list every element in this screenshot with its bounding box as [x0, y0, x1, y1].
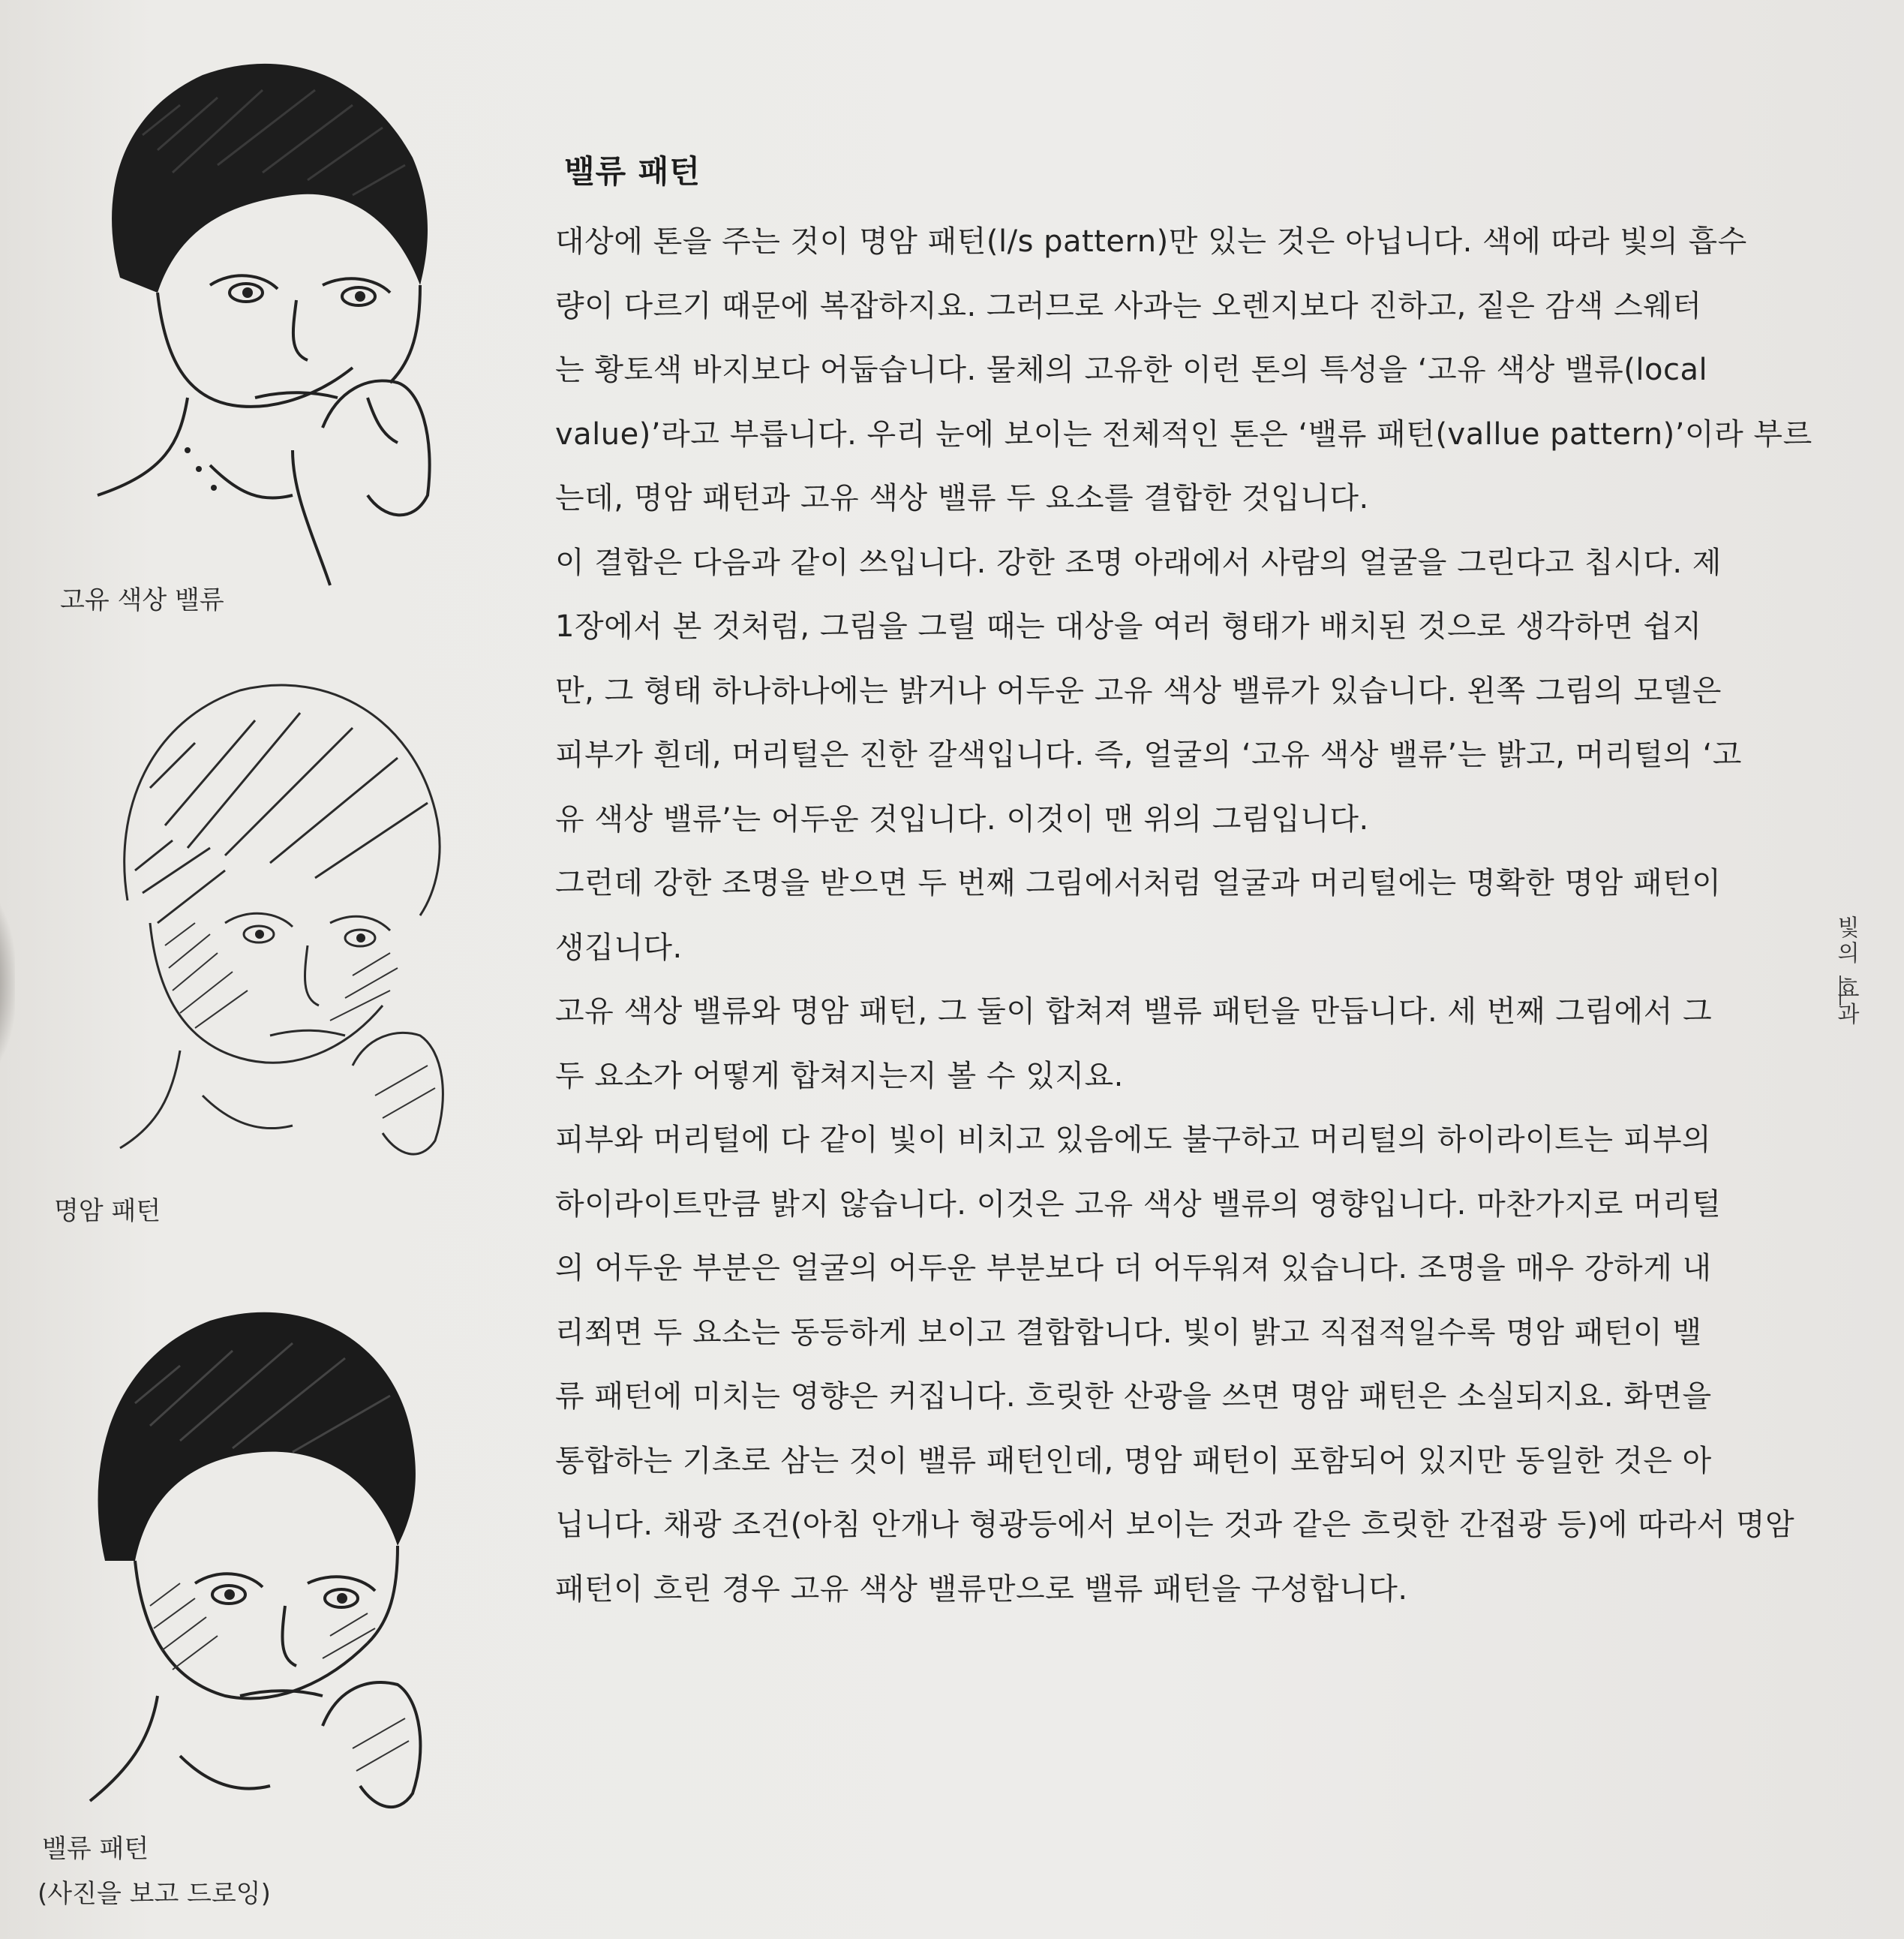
text-line: 그런데 강한 조명을 받으면 두 번째 그림에서처럼 얼굴과 머리털에는 명확한 명암 패턴이 [555, 866, 1722, 900]
text-line: 피부와 머리털에 다 같이 빛이 비치고 있음에도 불구하고 머리털의 하이라이트는 피부의 [555, 1123, 1712, 1157]
text-line: 류 패턴에 미치는 영향은 커집니다. 흐릿한 산광을 쓰면 명암 패턴은 소실되지요. 화면을 [555, 1379, 1712, 1414]
text-line: 생깁니다. [555, 930, 683, 965]
section-title: 밸류 패턴 [564, 153, 701, 190]
text-line: 는데, 명암 패턴과 고유 색상 밸류 두 요소를 결합한 것입니다. [555, 481, 1369, 516]
illustration-local-value [68, 45, 488, 593]
text-line: 하이라이트만큼 밝지 않습니다. 이것은 고유 색상 밸류의 영향입니다. 마찬가지로 머리털 [555, 1186, 1722, 1222]
text-line: 량이 다르기 때문에 복잡하지요. 그러므로 사과는 오렌지보다 진하고, 짙은 감색 스웨터 [555, 288, 1702, 323]
text-line: 패턴이 흐린 경우 고유 색상 밸류만으로 밸류 패턴을 구성합니다. [555, 1571, 1408, 1607]
text-line: 통합하는 기초로 삼는 것이 밸류 패턴인데, 명암 패턴이 포함되어 있지만 동일한 것은 아 [555, 1443, 1712, 1478]
text-line: 의 어두운 부분은 얼굴의 어두운 부분보다 더 어두워져 있습니다. 조명을 매우 강하게 내 [555, 1251, 1712, 1285]
figure-subcaption-value-pattern: (사진을 보고 드로잉) [38, 1879, 271, 1909]
body-text [555, 210, 1812, 1622]
text-line: 만, 그 형태 하나하나에는 밝거나 어두운 고유 색상 밸류가 있습니다. 왼쪽 그림의 모델은 [555, 673, 1722, 708]
illustration-light-shadow-pattern [105, 675, 465, 1216]
figure-caption-value-pattern: 밸류 패턴 [42, 1834, 149, 1864]
text-line: value)’라고 부릅니다. 우리 눈에 보이는 전체적인 톤은 ‘밸류 패턴(vallue pattern)’이라 부르 [555, 416, 1812, 452]
running-head: 빛의 효과 [1833, 915, 1859, 1028]
text-line: 닙니다. 채광 조건(아침 안개나 형광등에서 보이는 것과 같은 흐릿한 간접광 등)에 따라서 명암 [555, 1508, 1795, 1542]
text-line: 대상에 톤을 주는 것이 명암 패턴(l/s pattern)만 있는 것은 아닙니다. 색에 따라 빛의 흡수 [555, 224, 1747, 259]
illustration-value-pattern [68, 1291, 458, 1831]
figure-caption-local-value: 고유 색상 밸류 [60, 585, 224, 615]
text-line: 는 황토색 바지보다 어둡습니다. 물체의 고유한 이런 톤의 특성을 ‘고유 색상 밸류(local [555, 353, 1708, 387]
thumb-shadow [0, 885, 15, 1081]
text-line: 유 색상 밸류’는 어두운 것입니다. 이것이 맨 위의 그림입니다. [555, 801, 1369, 837]
text-line: 두 요소가 어떻게 합쳐지는지 볼 수 있지요. [555, 1058, 1124, 1093]
text-line: 피부가 흰데, 머리털은 진한 갈색입니다. 즉, 얼굴의 ‘고유 색상 밸류’는 밝고, 머리털의 ‘고 [555, 738, 1742, 772]
text-line: 이 결합은 다음과 같이 쓰입니다. 강한 조명 아래에서 사람의 얼굴을 그린다고 칩시다. 제 [555, 545, 1722, 580]
text-line: 1장에서 본 것처럼, 그림을 그릴 때는 대상을 여러 형태가 배치된 것으로 생각하면 쉽지 [555, 609, 1702, 644]
figure-caption-light-shadow-pattern: 명암 패턴 [54, 1196, 161, 1226]
text-line: 리쬐면 두 요소는 동등하게 보이고 결합합니다. 빛이 밝고 직접적일수록 명암 패턴이 밸 [555, 1315, 1702, 1350]
text-line: 고유 색상 밸류와 명암 패턴, 그 둘이 합쳐져 밸류 패턴을 만듭니다. 세 번째 그림에서 그 [555, 994, 1713, 1029]
